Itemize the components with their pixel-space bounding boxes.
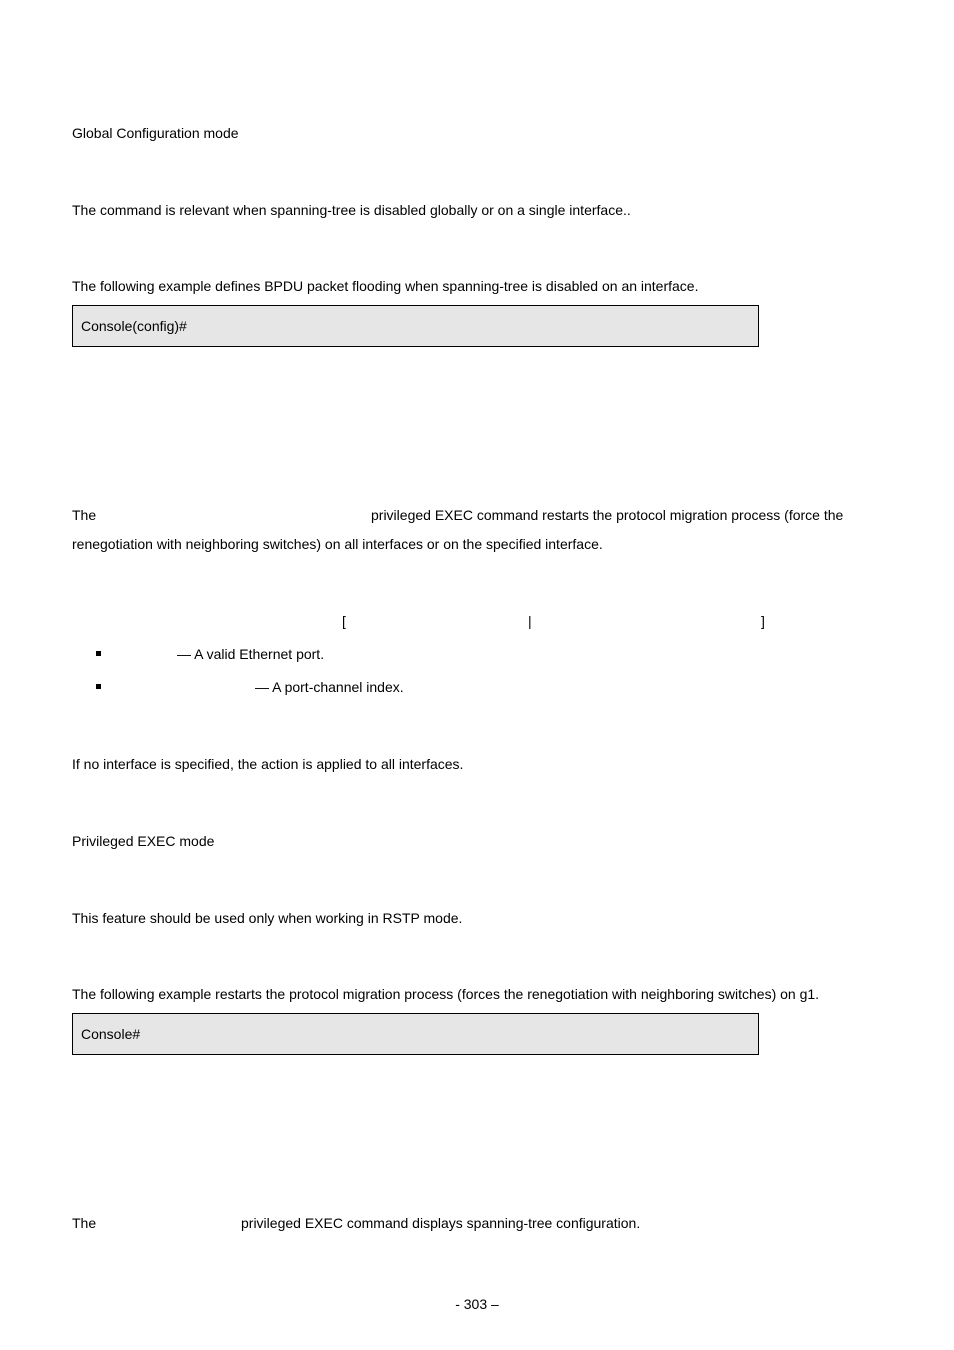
description-prefix: The <box>72 1215 97 1231</box>
code-example-box <box>72 305 759 347</box>
user-guideline-text: This feature should be used only when working in RSTP mode. <box>72 910 463 926</box>
user-guideline-text: The command is relevant when spanning-tree is disabled globally or on a single interface.. <box>72 202 631 218</box>
default-configuration-text: If no interface is specified, the action is applied to all interfaces. <box>72 756 464 772</box>
description-prefix: The <box>72 507 97 523</box>
example-intro-text: The following example defines BPDU packet flooding when spanning-tree is disabled on an interface. <box>72 278 699 294</box>
parameter-ethernet-desc: — A valid Ethernet port. <box>177 646 325 662</box>
code-example-box <box>72 1013 759 1055</box>
command-mode-text: Privileged EXEC mode <box>72 833 215 849</box>
description-text-line2: renegotiation with neighboring switches) on all interfaces or on the specified interface. <box>72 536 603 552</box>
code-example-text: Console(config)# <box>81 318 187 334</box>
bullet-icon <box>96 651 101 656</box>
example-intro-text: The following example restarts the protocol migration process (forces the renegotiation with neighboring switches) on g1. <box>72 986 820 1002</box>
parameter-port-channel-desc: — A port-channel index. <box>255 679 404 695</box>
syntax-pipe: | <box>528 613 532 629</box>
code-example-text: Console# <box>81 1026 141 1042</box>
command-mode-text: Global Configuration mode <box>72 125 239 141</box>
description-text: privileged EXEC command restarts the protocol migration process (force the <box>371 507 844 523</box>
syntax-close-bracket: ] <box>761 613 765 629</box>
bullet-icon <box>96 684 101 689</box>
page-number: - 303 – <box>455 1296 499 1312</box>
description-text: privileged EXEC command displays spanning-tree configuration. <box>241 1215 641 1231</box>
syntax-open-bracket: [ <box>342 613 346 629</box>
